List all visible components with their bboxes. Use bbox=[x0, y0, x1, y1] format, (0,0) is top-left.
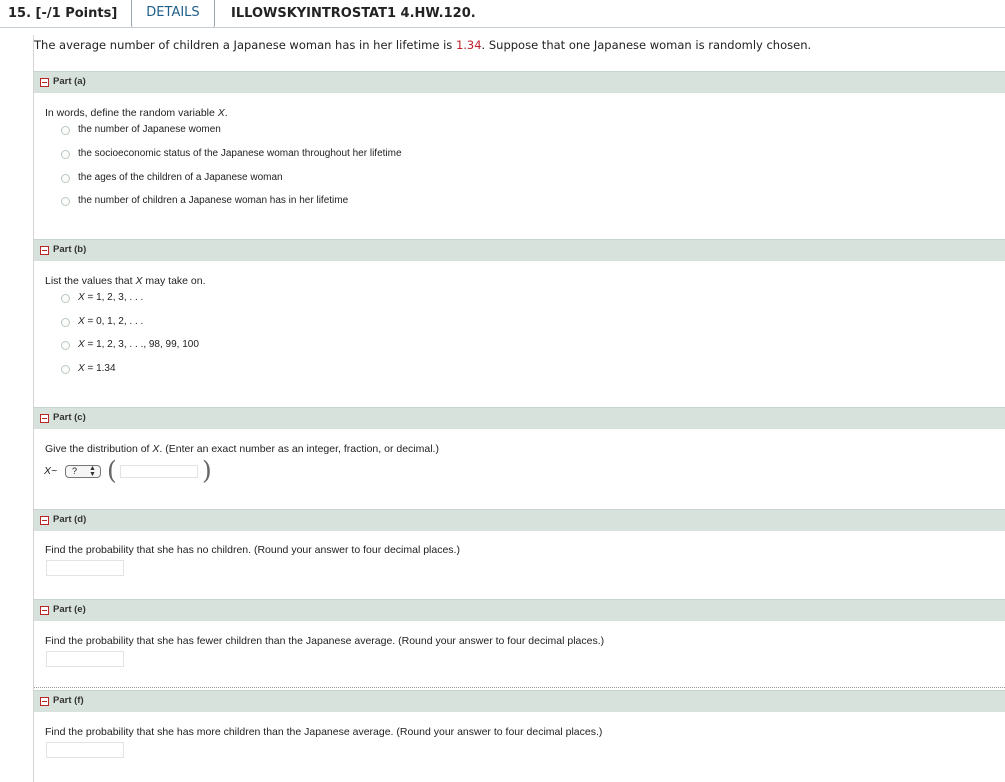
question-number: 15. [-/1 Points] bbox=[8, 6, 118, 21]
part-e-label: Part (e) bbox=[53, 604, 86, 615]
option-label bbox=[78, 292, 143, 303]
part-b-prompt bbox=[45, 275, 206, 287]
part-b-prompt-end: may take on. bbox=[142, 275, 206, 287]
part-c-prompt-text: Give the distribution of bbox=[45, 443, 153, 455]
part-f-answer-input[interactable] bbox=[46, 742, 124, 758]
option-label bbox=[78, 339, 199, 350]
collapse-icon[interactable] bbox=[40, 414, 49, 423]
part-f-header bbox=[34, 690, 1005, 712]
collapse-icon[interactable] bbox=[40, 246, 49, 255]
intro-average-value: 1.34 bbox=[455, 38, 482, 52]
intro-text-after: . Suppose that one Japanese woman is randomly chosen. bbox=[481, 38, 812, 52]
question-header bbox=[0, 0, 1005, 28]
part-e-prompt: Find the probability that she has fewer children than the Japanese average. (Round your answer to four decimal places.) bbox=[45, 635, 605, 647]
part-b-prompt-var: X bbox=[135, 275, 143, 287]
part-a-prompt bbox=[45, 107, 228, 119]
option-label: the number of children a Japanese woman has in her lifetime bbox=[78, 195, 349, 206]
radio-button[interactable] bbox=[61, 174, 70, 183]
distribution-var: X bbox=[44, 465, 52, 477]
part-b-label: Part (b) bbox=[53, 244, 87, 255]
part-c-prompt-end: . (Enter an exact number as an integer, fraction, or decimal.) bbox=[159, 443, 439, 455]
distribution-tilde: ~ bbox=[51, 465, 58, 477]
part-a-label: Part (a) bbox=[53, 76, 86, 87]
part-d-answer-input[interactable] bbox=[46, 560, 124, 576]
collapse-icon[interactable] bbox=[40, 78, 49, 87]
question-intro bbox=[34, 38, 811, 52]
option-label bbox=[78, 363, 116, 374]
select-value: ? bbox=[72, 466, 78, 476]
updown-arrows-icon: ▲ ▼ bbox=[89, 465, 96, 478]
part-c-label: Part (c) bbox=[53, 412, 86, 423]
part-a-prompt-end: . bbox=[224, 107, 228, 119]
option-label: the socioeconomic status of the Japanese woman throughout her lifetime bbox=[78, 148, 402, 159]
collapse-icon[interactable] bbox=[40, 697, 49, 706]
intro-text-before: The average number of children a Japanese woman has in her lifetime is bbox=[34, 38, 456, 52]
radio-button[interactable] bbox=[61, 341, 70, 350]
option-values: = 1, 2, 3, . . ., 98, 99, 100 bbox=[84, 339, 199, 350]
option-var: X bbox=[78, 363, 85, 374]
part-e-header bbox=[34, 599, 1005, 621]
collapse-icon[interactable] bbox=[40, 606, 49, 615]
distribution-select[interactable] bbox=[65, 465, 101, 478]
part-d-header bbox=[34, 509, 1005, 531]
part-c-prompt bbox=[45, 443, 439, 455]
part-a-prompt-text: In words, define the random variable bbox=[45, 107, 218, 119]
assignment-id: ILLOWSKYINTROSTAT1 4.HW.120. bbox=[231, 6, 476, 21]
distribution-variable bbox=[44, 465, 57, 477]
part-a-prompt-var: X bbox=[217, 107, 225, 119]
option-label bbox=[78, 316, 143, 327]
radio-button[interactable] bbox=[61, 197, 70, 206]
close-paren: ) bbox=[202, 456, 212, 485]
option-values: = 0, 1, 2, . . . bbox=[84, 316, 144, 327]
part-d-prompt: Find the probability that she has no children. (Round your answer to four decimal places.) bbox=[45, 544, 460, 556]
part-c-prompt-var: X bbox=[152, 443, 160, 455]
option-var: X bbox=[78, 316, 85, 327]
details-tab[interactable]: DETAILS bbox=[131, 0, 215, 28]
option-label: the number of Japanese women bbox=[78, 124, 221, 135]
part-e-answer-input[interactable] bbox=[46, 651, 124, 667]
part-d-label: Part (d) bbox=[53, 514, 87, 525]
radio-button[interactable] bbox=[61, 318, 70, 327]
collapse-icon[interactable] bbox=[40, 516, 49, 525]
part-f-label: Part (f) bbox=[53, 695, 84, 706]
option-var: X bbox=[78, 292, 85, 303]
part-b-prompt-text: List the values that bbox=[45, 275, 136, 287]
radio-button[interactable] bbox=[61, 294, 70, 303]
part-c-header bbox=[34, 407, 1005, 429]
header-divider bbox=[0, 27, 1005, 28]
open-paren: ( bbox=[107, 456, 117, 485]
section-divider bbox=[34, 687, 1005, 688]
option-var: X bbox=[78, 339, 85, 350]
option-values: = 1.34 bbox=[84, 363, 116, 374]
radio-button[interactable] bbox=[61, 126, 70, 135]
part-b-header bbox=[34, 239, 1005, 261]
part-a-header bbox=[34, 71, 1005, 93]
distribution-parameter-input[interactable] bbox=[120, 465, 198, 478]
radio-button[interactable] bbox=[61, 150, 70, 159]
option-values: = 1, 2, 3, . . . bbox=[84, 292, 144, 303]
option-label: the ages of the children of a Japanese woman bbox=[78, 172, 283, 183]
part-f-prompt: Find the probability that she has more children than the Japanese average. (Round your answer to four decimal places.) bbox=[45, 726, 603, 738]
radio-button[interactable] bbox=[61, 365, 70, 374]
